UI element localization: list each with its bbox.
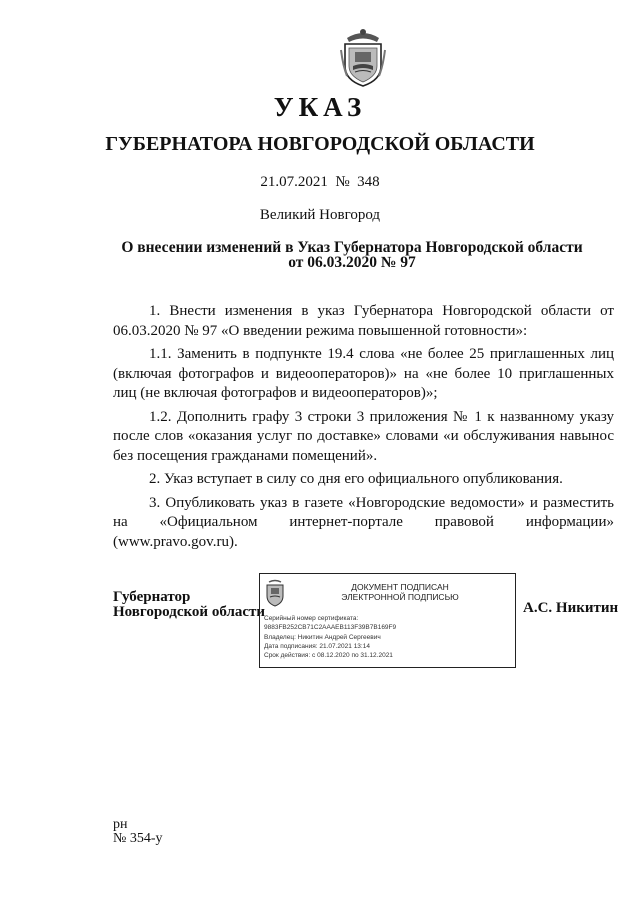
signatory-position — [113, 590, 265, 620]
position-line-2: Новгородской области — [113, 604, 266, 620]
stamp-validity: Срок действия: с 08.12.2020 по 31.12.2021 — [264, 652, 393, 660]
stamp-heading — [290, 582, 510, 602]
stamp-coat-of-arms-icon — [264, 579, 286, 607]
issuer-heading: ГУБЕРНАТОРА НОВГОРОДСКОЙ ОБЛАСТИ — [105, 133, 535, 155]
footer-ref-number: № 354-у — [113, 831, 163, 846]
stamp-details — [264, 614, 396, 660]
electronic-signature-stamp — [259, 573, 516, 668]
paragraph-1-2: 1.2. Дополнить графу 3 строки 3 приложения № 1 к названному указу после слов «оказания услуг по доставке» словами «и обслуживания навынос без посещения гражданами помещений». — [113, 408, 614, 464]
paragraph-3: 3. Опубликовать указ в газете «Новгородские ведомости» и разместить на «Официальном интернет-портале правовой информации» (www.pravo.gov.ru). — [113, 494, 614, 550]
subject-line-1: О внесении изменений в Указ Губернатора Новгородской области — [121, 239, 583, 256]
number-sign: № — [335, 174, 350, 190]
decree-number: 348 — [357, 174, 380, 190]
paragraph-2: 2. Указ вступает в силу со дня его официального опубликования. — [149, 471, 563, 487]
decree-body — [113, 302, 614, 556]
subject-line-2: от 06.03.2020 № 97 — [288, 254, 416, 271]
position-line-1: Губернатор — [113, 589, 191, 605]
footer-initials: рн — [113, 817, 128, 832]
date-number-line — [0, 174, 640, 191]
decree-subject — [110, 240, 594, 270]
coat-of-arms-icon — [339, 26, 387, 88]
stamp-heading-line-1: ДОКУМЕНТ ПОДПИСАН — [351, 582, 449, 592]
stamp-serial-label: Серийный номер сертификата: — [264, 615, 359, 622]
footer-reference — [113, 818, 163, 846]
city-name: Великий Новгород — [259, 207, 381, 223]
stamp-heading-line-2: ЭЛЕКТРОННОЙ ПОДПИСЬЮ — [341, 592, 459, 602]
paragraph-1: 1. Внести изменения в указ Губернатора Новгородской области от 06.03.2020 № 97 «О введении режима повышенной готовности»: — [113, 303, 614, 339]
stamp-serial-value: 9883FB252CB71C2AAAEB113F39B7B169F9 — [264, 624, 397, 632]
signatory-name: А.С. Никитин — [523, 600, 619, 616]
stamp-signed-date: Дата подписания: 21.07.2021 13:14 — [264, 642, 370, 650]
paragraph-1-1: 1.1. Заменить в подпункте 19.4 слова «не более 25 приглашенных лиц (включая фотографов и видеооператоров)» на «не более 10 приглашенных лиц (не включая фотографов и видеооператоров)»; — [113, 346, 614, 401]
decree-date: 21.07.2021 — [260, 174, 328, 190]
stamp-owner: Владелец: Никитин Андрей Сергеевич — [264, 633, 381, 641]
document-title: УКАЗ — [273, 92, 367, 122]
